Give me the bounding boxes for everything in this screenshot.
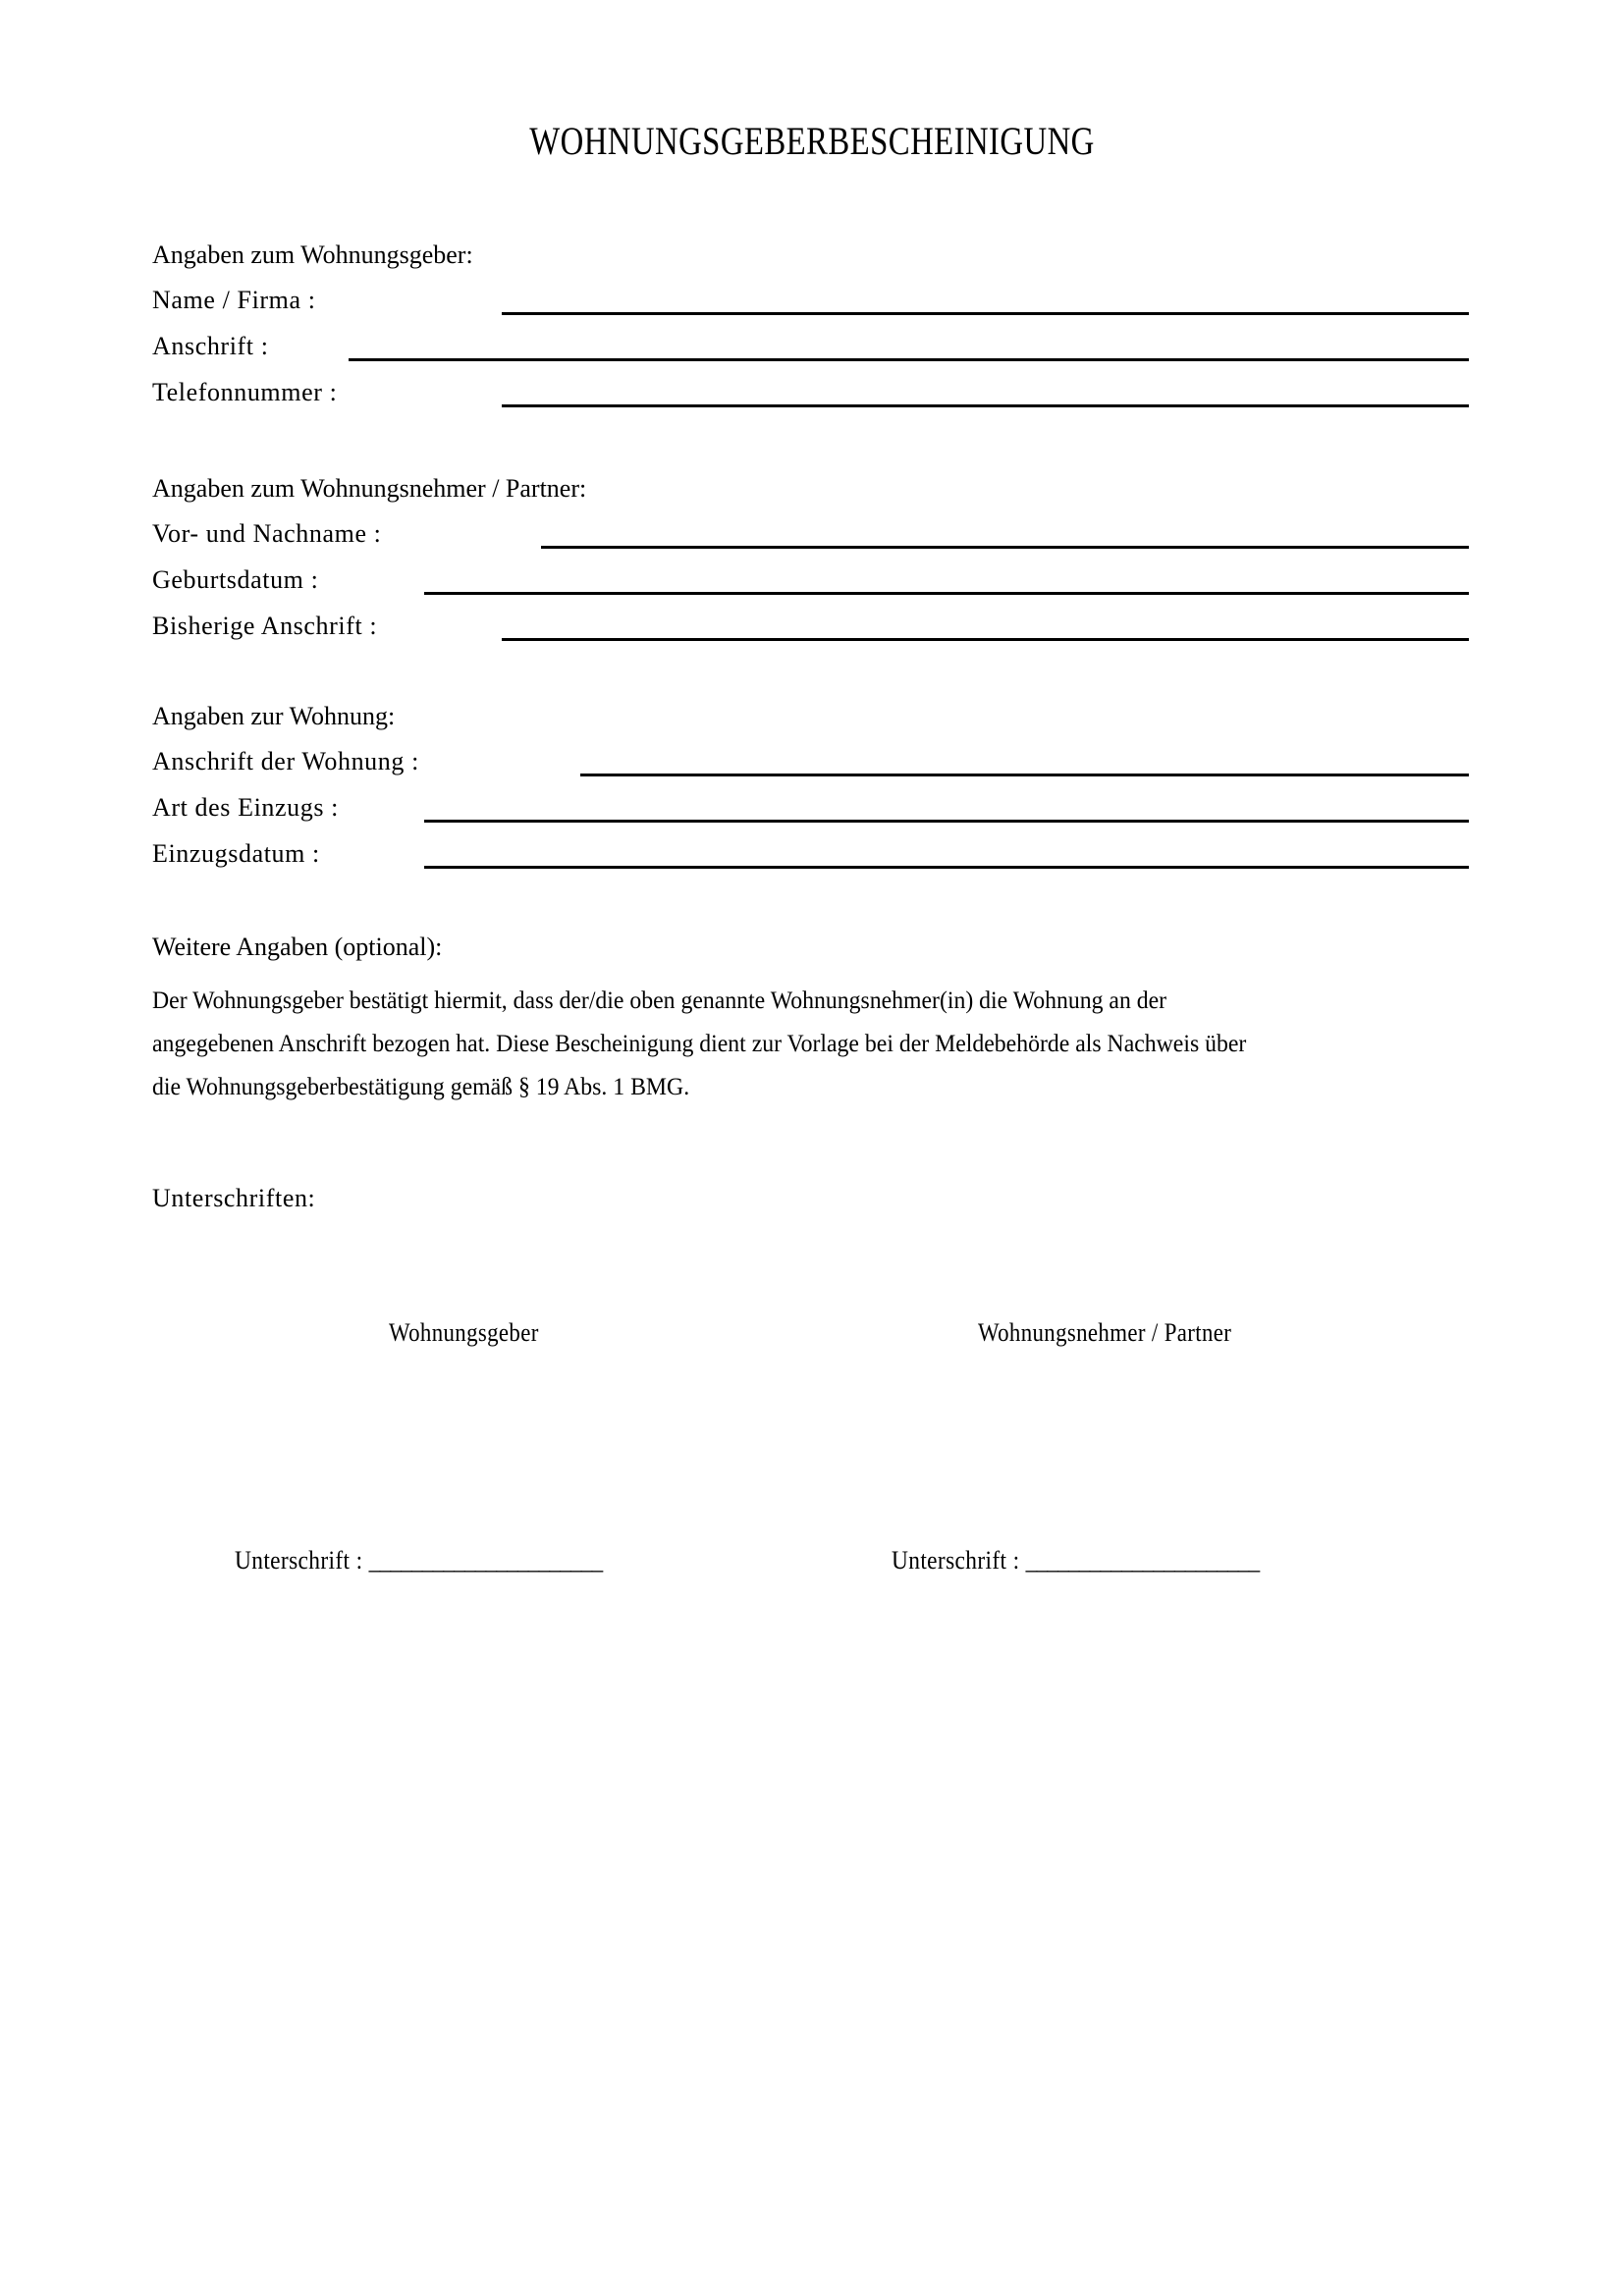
signature-field-landlord-line[interactable]: ______________________ — [368, 1546, 603, 1575]
page-title: WOHNUNGSGEBERBESCHEINIGUNG — [529, 119, 1095, 163]
field-label-telefonnummer: Telefonnummer : — [152, 378, 338, 406]
signature-field-tenant[interactable] — [892, 1546, 1259, 1575]
confirmation-paragraph-line-1: Der Wohnungsgeber bestätigt hiermit, dass der/die oben genannte Wohnungsnehmer(in) die Wohnung an der — [152, 988, 1167, 1014]
confirmation-paragraph — [152, 980, 1421, 1109]
field-label-vor-und-nachname: Vor- und Nachname : — [152, 519, 382, 548]
section-heading-additional: Weitere Angaben (optional): — [152, 933, 443, 961]
signature-field-tenant-label: Unterschrift : — [892, 1546, 1020, 1575]
section-heading-signatures: Unterschriften: — [152, 1184, 316, 1212]
field-label-bisherige-anschrift: Bisherige Anschrift : — [152, 612, 378, 640]
field-input-telefonnummer[interactable] — [502, 404, 1469, 407]
field-input-vor-und-nachname[interactable] — [541, 546, 1469, 549]
signature-field-landlord[interactable] — [235, 1546, 602, 1575]
field-label-anschrift: Anschrift : — [152, 332, 269, 360]
section-heading-tenant: Angaben zum Wohnungsnehmer / Partner: — [152, 474, 587, 503]
field-input-anschrift[interactable] — [349, 358, 1469, 361]
field-input-bisherige-anschrift[interactable] — [502, 638, 1469, 641]
field-label-anschrift-der-wohnung: Anschrift der Wohnung : — [152, 747, 419, 775]
field-input-geburtsdatum[interactable] — [424, 592, 1469, 595]
signature-field-tenant-line[interactable]: ______________________ — [1025, 1546, 1260, 1575]
field-label-name-firma: Name / Firma : — [152, 286, 316, 314]
field-label-geburtsdatum: Geburtsdatum : — [152, 565, 319, 594]
field-input-anschrift-der-wohnung[interactable] — [580, 774, 1469, 776]
field-input-einzugsdatum[interactable] — [424, 866, 1469, 869]
field-label-einzugsdatum: Einzugsdatum : — [152, 839, 320, 868]
confirmation-paragraph-line-3: die Wohnungsgeberbestätigung gemäß § 19 Abs. 1 BMG. — [152, 1074, 690, 1100]
field-label-art-des-einzugs: Art des Einzugs : — [152, 793, 340, 822]
section-heading-dwelling: Angaben zur Wohnung: — [152, 702, 396, 730]
section-heading-landlord: Angaben zum Wohnungsgeber: — [152, 240, 473, 269]
signature-caption-tenant: Wohnungsnehmer / Partner — [978, 1318, 1232, 1347]
signature-field-landlord-label: Unterschrift : — [235, 1546, 363, 1575]
signature-caption-landlord: Wohnungsgeber — [389, 1318, 539, 1347]
confirmation-paragraph-line-2: angegebenen Anschrift bezogen hat. Diese Bescheinigung dient zur Vorlage bei der Meldebehörde als Nachweis über — [152, 1031, 1247, 1057]
field-input-art-des-einzugs[interactable] — [424, 820, 1469, 823]
field-input-name-firma[interactable] — [502, 312, 1469, 315]
